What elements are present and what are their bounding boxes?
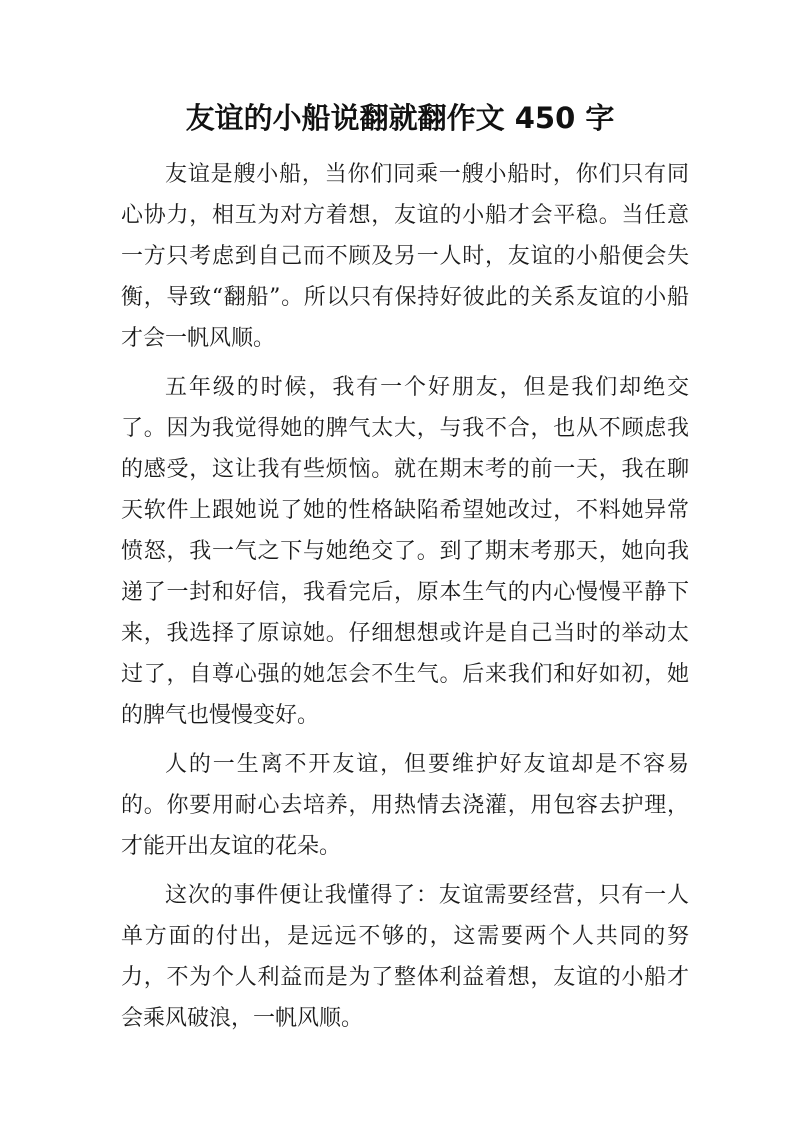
paragraph-4: 这次的事件便让我懂得了：友谊需要经营，只有一人单方面的付出，是远远不够的，这需要两个人共同的努力，不为个人利益而是为了整体利益着想，友谊的小船才会乘风破浪，一帆风顺。 (121, 883, 689, 1031)
document-body (121, 154, 689, 1047)
document-title: 友谊的小船说翻就翻作文 450 字 (185, 101, 615, 135)
paragraph-3: 人的一生离不开友谊，但要维护好友谊却是不容易的。你要用耐心去培养，用热情去浇灌，用包容去护理，才能开出友谊的花朵。 (121, 752, 689, 859)
paragraph-2: 五年级的时候，我有一个好朋友，但是我们却绝交了。因为我觉得她的脾气太大，与我不合，也从不顾虑我的感受，这让我有些烦恼。就在期末考的前一天，我在聊天软件上跟她说了她的性格缺陷希望她改过，不料她异常愤怒，我一气之下与她绝交了。到了期末考那天，她向我递了一封和好信，我看完后，原本生气的内心慢慢平静下来，我选择了原谅她。仔细想想或许是自己当时的举动太过了，自尊心强的她怎会不生气。后来我们和好如初，她的脾气也慢慢变好。 (121, 375, 689, 728)
paragraph-1: 友谊是艘小船，当你们同乘一艘小船时，你们只有同心协力，相互为对方着想，友谊的小船才会平稳。当任意一方只考虑到自己而不顾及另一人时，友谊的小船便会失衡，导致“翻船”。所以只有保持好彼此的关系友谊的小船才会一帆风顺。 (121, 162, 689, 351)
